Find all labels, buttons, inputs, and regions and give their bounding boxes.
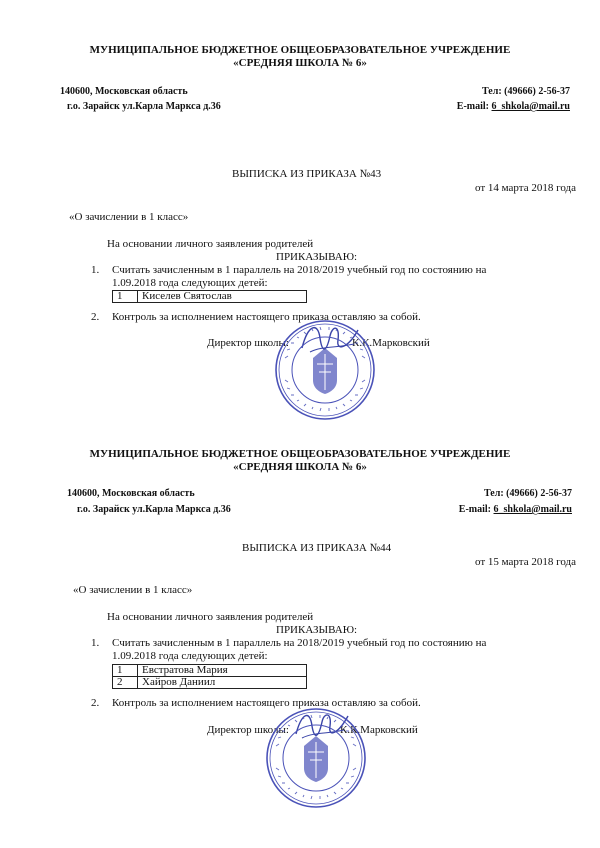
order-title: ВЫПИСКА ИЗ ПРИКАЗА №44: [242, 542, 392, 554]
item2-text: Контроль за исполнением настоящего приказа оставляю за собой.: [112, 697, 421, 709]
order-basis: На основании личного заявления родителей: [107, 611, 314, 623]
table-row: [113, 677, 307, 689]
director-label: Директор школы:: [207, 337, 289, 349]
director-name: К.К.Марковский: [352, 337, 430, 349]
item1-number: 1.: [91, 264, 100, 276]
student-number: 1: [113, 665, 138, 677]
school-header-line1: МУНИЦИПАЛЬНОЕ БЮДЖЕТНОЕ ОБЩЕОБРАЗОВАТЕЛЬНОЕ УЧРЕЖДЕНИЕ: [89, 44, 511, 56]
address-line1: 140600, Московская область: [60, 86, 188, 97]
email-link[interactable]: 6_shkola@mail.ru: [491, 101, 570, 112]
phone: Тел: (49666) 2-56-37: [484, 488, 572, 499]
order-date: от 15 марта 2018 года: [474, 556, 576, 568]
student-number: 1: [113, 291, 138, 303]
student-name: Киселев Святослав: [138, 291, 307, 303]
director-label: Директор школы:: [207, 724, 289, 736]
item1-text-line2: 1.09.2018 года следующих детей:: [112, 650, 268, 662]
item1-text-line1: Считать зачисленным в 1 параллель на 2018/2019 учебный год по состоянию на: [112, 637, 487, 649]
order-word: ПРИКАЗЫВАЮ:: [276, 624, 358, 636]
student-name: Евстратова Мария: [138, 665, 307, 677]
school-header-line1: МУНИЦИПАЛЬНОЕ БЮДЖЕТНОЕ ОБЩЕОБРАЗОВАТЕЛЬНОЕ УЧРЕЖДЕНИЕ: [89, 448, 511, 460]
table-row: [113, 291, 307, 303]
phone: Тел: (49666) 2-56-37: [482, 86, 570, 97]
address-line2: г.о. Зарайск ул.Карла Маркса д.36: [77, 504, 231, 515]
students-table: [112, 290, 307, 303]
item1-text-line1: Считать зачисленным в 1 параллель на 2018/2019 учебный год по состоянию на: [112, 264, 487, 276]
item1-text-line2: 1.09.2018 года следующих детей:: [112, 277, 268, 289]
email-label: E-mail:: [458, 504, 494, 515]
address-line2: г.о. Зарайск ул.Карла Маркса д.36: [67, 101, 221, 112]
email-label: E-mail:: [456, 101, 492, 112]
order-title: ВЫПИСКА ИЗ ПРИКАЗА №43: [232, 168, 382, 180]
order-date: от 14 марта 2018 года: [474, 182, 576, 194]
official-seal: [264, 706, 368, 810]
email-link[interactable]: 6_shkola@mail.ru: [493, 504, 572, 515]
students-table: [112, 664, 307, 689]
table-row: [113, 665, 307, 677]
order-extract-44: [0, 394, 600, 818]
order-subject: «О зачислении в 1 класс»: [73, 584, 193, 596]
item2-text: Контроль за исполнением настоящего приказа оставляю за собой.: [112, 311, 421, 323]
item1-number: 1.: [91, 637, 100, 649]
address-line1: 140600, Московская область: [67, 488, 195, 499]
email-line: [459, 504, 572, 515]
student-name: Хайров Даниил: [138, 677, 307, 689]
order-subject: «О зачислении в 1 класс»: [69, 211, 189, 223]
item2-number: 2.: [91, 311, 100, 323]
order-word: ПРИКАЗЫВАЮ:: [276, 251, 358, 263]
school-header-line2: «СРЕДНЯЯ ШКОЛА № 6»: [233, 461, 367, 473]
email-line: [457, 101, 570, 112]
school-header-line2: «СРЕДНЯЯ ШКОЛА № 6»: [233, 57, 367, 69]
student-number: 2: [113, 677, 138, 689]
order-basis: На основании личного заявления родителей: [107, 238, 314, 250]
director-name: К.К.Марковский: [340, 724, 418, 736]
item2-number: 2.: [91, 697, 100, 709]
